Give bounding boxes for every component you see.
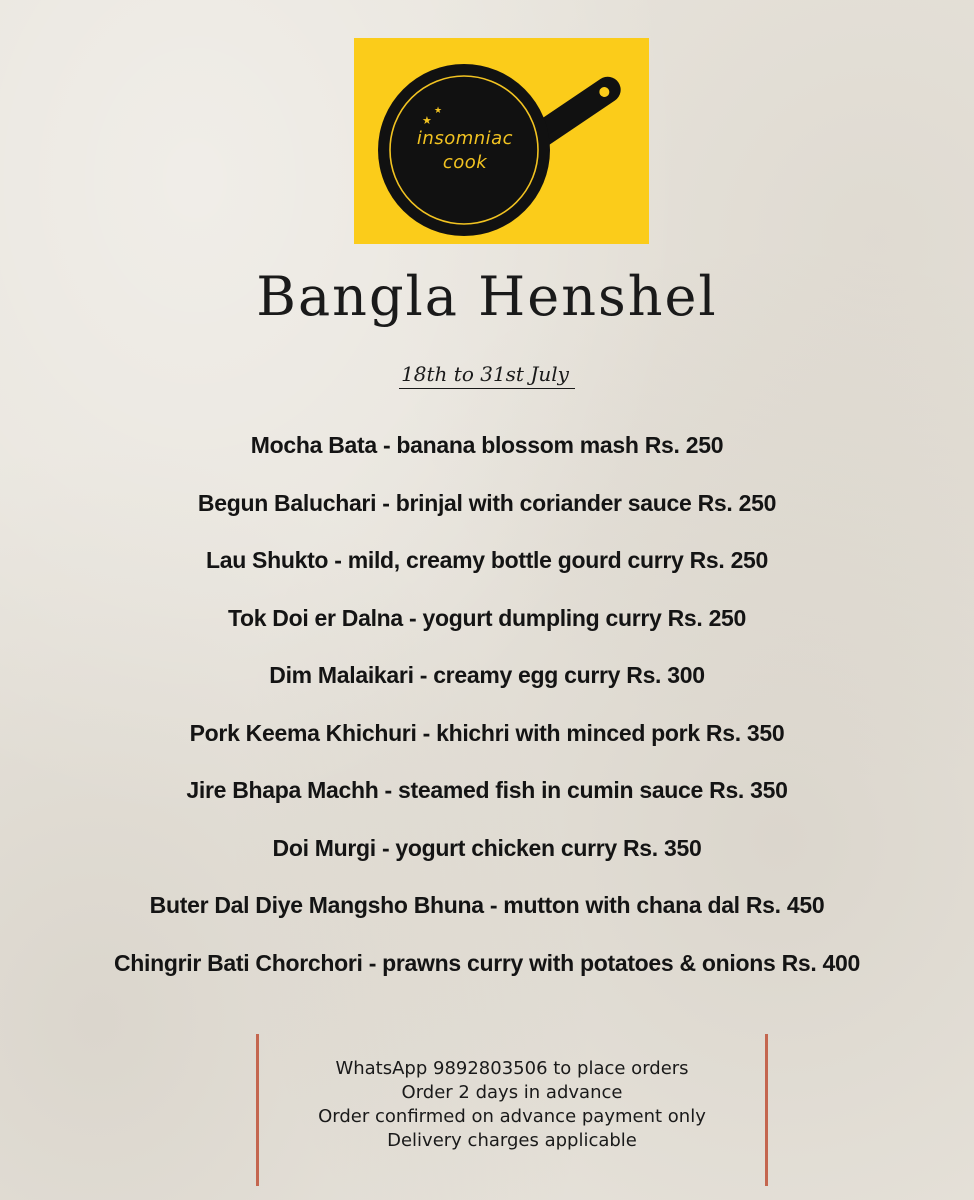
order-info xyxy=(259,1057,765,1153)
order-info-advance: Order 2 days in advance xyxy=(401,1082,623,1103)
svg-text:★: ★ xyxy=(434,106,443,116)
menu-title: Bangla Henshel xyxy=(256,265,718,328)
menu-item: Chingrir Bati Chorchori - prawns curry with potatoes & onions Rs. 400 xyxy=(113,949,861,976)
menu-item: Begun Baluchari - brinjal with coriander sauce Rs. 250 xyxy=(197,489,777,516)
menu-item: Jire Bhapa Machh - steamed fish in cumin sauce Rs. 350 xyxy=(186,777,788,803)
menu-dates xyxy=(0,362,974,386)
menu-item: Tok Doi er Dalna - yogurt dumpling curry Rs. 250 xyxy=(227,604,747,631)
menu-item: Mocha Bata - banana blossom mash Rs. 250 xyxy=(250,432,724,458)
menu-list xyxy=(0,425,974,1000)
menu-item: Pork Keema Khichuri - khichri with minced pork Rs. 350 xyxy=(189,719,785,746)
logo-text-cook: cook xyxy=(442,152,488,173)
menu-item: Lau Shukto - mild, creamy bottle gourd curry Rs. 250 xyxy=(205,547,769,573)
logo-text-insomniac: insomniac xyxy=(416,128,514,149)
order-info-delivery: Delivery charges applicable xyxy=(387,1130,637,1151)
menu-dates-text: 18th to 31st July xyxy=(399,362,575,389)
order-info-payment: Order confirmed on advance payment only xyxy=(318,1106,706,1127)
menu-item: Doi Murgi - yogurt chicken curry Rs. 350 xyxy=(272,834,702,861)
footer-divider-right xyxy=(765,1034,768,1186)
svg-text:★: ★ xyxy=(422,114,432,127)
logo xyxy=(354,38,649,244)
menu-item: Dim Malaikari - creamy egg curry Rs. 300 xyxy=(269,662,705,688)
menu-item: Buter Dal Diye Mangsho Bhuna - mutton with chana dal Rs. 450 xyxy=(149,892,825,918)
order-info-whatsapp: WhatsApp 9892803506 to place orders xyxy=(335,1058,689,1079)
